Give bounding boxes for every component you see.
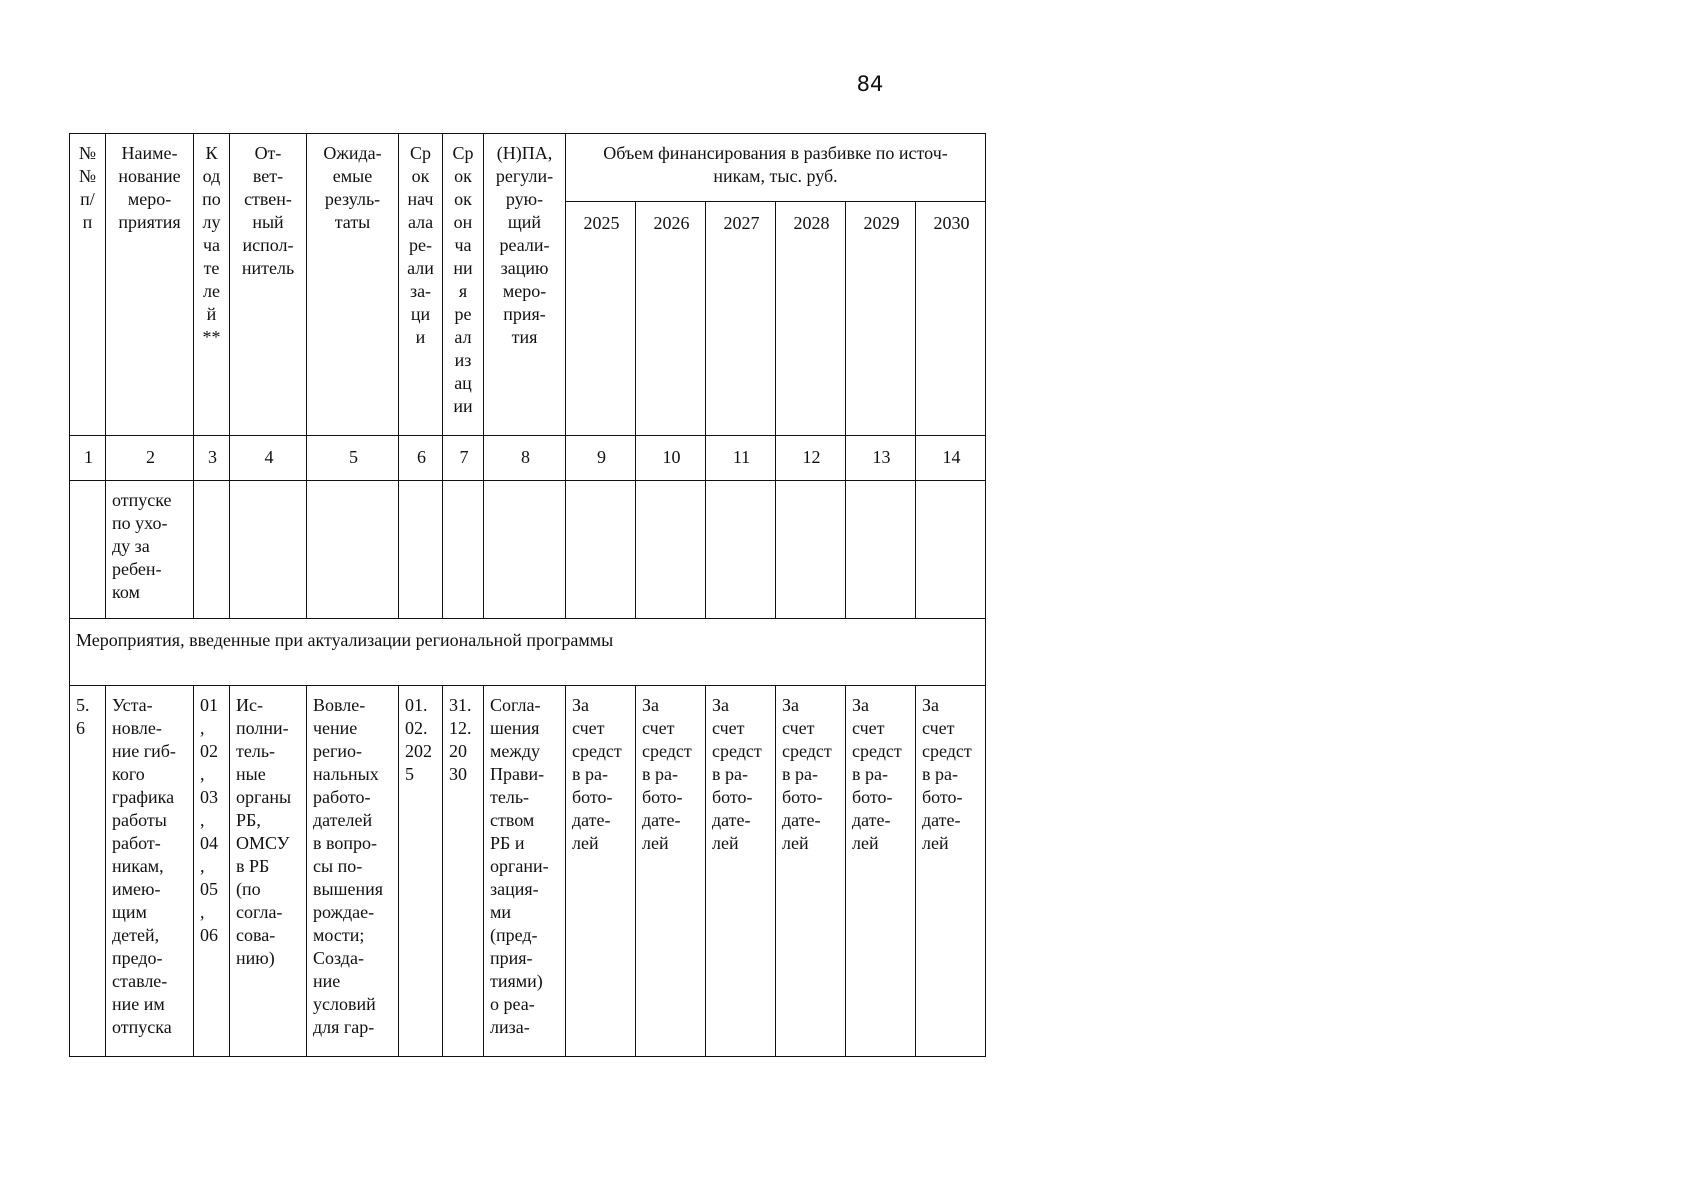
text-line: вет- (252, 166, 284, 186)
text-line: ала (407, 212, 434, 232)
text-line: ставле- (112, 971, 168, 991)
text-line: ии (453, 396, 473, 416)
text-line: по ухо- (112, 513, 168, 533)
header-cell-number (70, 134, 106, 436)
text-line: бото- (712, 787, 753, 807)
text-line: лей (782, 833, 809, 853)
text-line: ние (313, 971, 341, 991)
text-line: нование (118, 166, 181, 186)
header-cell-end-date (443, 134, 484, 436)
text-line: бото- (852, 787, 893, 807)
text-line: в ра- (782, 764, 818, 784)
text-line: К (205, 143, 218, 163)
column-number-cell: 11 (706, 436, 776, 481)
text-line: лей (642, 833, 669, 853)
text-line: я (458, 281, 468, 301)
text-line: в вопро- (313, 833, 378, 853)
row-legal-act-cell (484, 686, 566, 1057)
text-line: нию) (236, 948, 275, 968)
row-expected-results-cell (307, 686, 399, 1057)
text-line: За (712, 695, 730, 715)
table-cell (846, 481, 916, 619)
text-line: ду за (112, 536, 150, 556)
text-line: , (200, 718, 205, 738)
header-year-2025: 2025 (566, 202, 636, 436)
text-line: рождае- (313, 902, 375, 922)
text-line: зация- (490, 879, 539, 899)
text-line: за- (409, 281, 432, 301)
header-cell-executor (230, 134, 307, 436)
table-row (70, 686, 986, 1057)
program-table (69, 133, 986, 1057)
row-funding-2028-cell (776, 686, 846, 1057)
text-line: резуль- (324, 189, 381, 209)
table-cell (916, 481, 986, 619)
text-line: ребен- (112, 559, 162, 579)
text-line: Ср (452, 143, 474, 163)
text-line: щий (507, 212, 542, 232)
header-cell-start-date (399, 134, 443, 436)
text-line: из (454, 350, 472, 370)
text-line: зацию (500, 258, 549, 278)
header-year-2028: 2028 (776, 202, 846, 436)
text-line: ни (453, 258, 473, 278)
text-line: од (202, 166, 221, 186)
text-line: работы (112, 810, 167, 830)
row-funding-2030-cell (916, 686, 986, 1057)
text-line: между (490, 741, 540, 761)
text-line: ные (236, 764, 266, 784)
text-line: 06 (200, 925, 218, 945)
text-line: ством (490, 810, 535, 830)
text-line: шения (490, 718, 540, 738)
text-line: о реа- (490, 994, 535, 1014)
text-line: За (782, 695, 800, 715)
column-numbers-row (70, 436, 986, 481)
table-cell (443, 481, 484, 619)
text-line: № (78, 143, 97, 163)
text-line: От- (254, 143, 282, 163)
table-cell (484, 481, 566, 619)
text-line: рую- (505, 189, 544, 209)
row-number-cell (70, 686, 106, 1057)
text-line: тия (511, 327, 538, 347)
text-line: , (200, 810, 205, 830)
text-line: бото- (782, 787, 823, 807)
text-line: приятия (118, 212, 181, 232)
text-line: счет (642, 718, 675, 738)
text-line: дате- (852, 810, 891, 830)
text-line: полни- (236, 718, 289, 738)
text-line: За (642, 695, 660, 715)
text-line: меро- (502, 281, 547, 301)
text-line: (по (236, 879, 261, 899)
text-line: тель- (490, 787, 530, 807)
text-line: счет (852, 718, 885, 738)
table-cell (776, 481, 846, 619)
section-title: Мероприятия, введенные при актуализации региональной программы (70, 619, 986, 686)
text-line: 5. (76, 695, 90, 715)
column-number-cell: 14 (916, 436, 986, 481)
text-line: органы (236, 787, 292, 807)
text-line: ре- (409, 235, 432, 255)
text-line: ац (454, 373, 472, 393)
text-line: п (82, 212, 93, 232)
text-line: таты (334, 212, 371, 232)
text-line: никам, (112, 856, 164, 876)
text-line: ча (454, 235, 472, 255)
text-line: дате- (922, 810, 961, 830)
text-line: Согла- (490, 695, 541, 715)
text-line: нитель (241, 258, 295, 278)
text-line: 02 (200, 741, 218, 761)
text-line: ча (202, 235, 221, 255)
text-line: ле (203, 281, 220, 301)
text-line: прия- (503, 304, 546, 324)
column-number-cell: 4 (230, 436, 307, 481)
text-line: он (453, 212, 473, 232)
text-line: ком (112, 582, 140, 602)
text-line: графика (112, 787, 175, 807)
table-cell (566, 481, 636, 619)
text-line: мости; (313, 925, 365, 945)
text-line: За (852, 695, 870, 715)
text-line: 01 (200, 695, 218, 715)
text-line: ный (252, 212, 284, 232)
text-line: новле- (112, 718, 162, 738)
text-line: , (200, 856, 205, 876)
text-line: бото- (642, 787, 683, 807)
text-line: средст (782, 741, 832, 761)
text-line: в ра- (642, 764, 678, 784)
table-cell (307, 481, 399, 619)
row-start-date-cell (399, 686, 443, 1057)
table-cell (399, 481, 443, 619)
text-line: дате- (642, 810, 681, 830)
text-line: 5 (405, 764, 414, 784)
text-line: За (572, 695, 590, 715)
header-year-2029: 2029 (846, 202, 916, 436)
text-line: Прави- (490, 764, 545, 784)
text-line: меро- (127, 189, 172, 209)
text-line: и (415, 327, 426, 347)
row-funding-2029-cell (846, 686, 916, 1057)
text-line: 02. (405, 718, 428, 738)
text-line: лиза- (490, 1017, 530, 1037)
text-line: 6 (76, 718, 85, 738)
column-number-cell: 5 (307, 436, 399, 481)
text-line: нальных (313, 764, 379, 784)
text-line: средст (572, 741, 622, 761)
text-line: тель- (236, 741, 276, 761)
text-line: нач (407, 189, 434, 209)
text-line: 30 (449, 764, 467, 784)
table-cell (194, 481, 230, 619)
text-line: 03 (200, 787, 218, 807)
text-line: имею- (112, 879, 161, 899)
text-line: в ра- (712, 764, 748, 784)
text-line: Ис- (236, 695, 263, 715)
header-year-2027: 2027 (706, 202, 776, 436)
column-number-cell: 7 (443, 436, 484, 481)
row-funding-2025-cell (566, 686, 636, 1057)
row-funding-2026-cell (636, 686, 706, 1057)
continuation-row (70, 481, 986, 619)
column-number-cell: 6 (399, 436, 443, 481)
text-line: органи- (490, 856, 549, 876)
text-line: п/ (80, 189, 95, 209)
text-line: ствен- (244, 189, 292, 209)
text-line: Наиме- (121, 143, 178, 163)
text-line: дате- (782, 810, 821, 830)
header-cell-legal-act (484, 134, 566, 436)
header-year-2026: 2026 (636, 202, 706, 436)
row-recipient-code-cell (194, 686, 230, 1057)
text-line: 31. (449, 695, 472, 715)
text-line: чение (313, 718, 358, 738)
header-cell-name (106, 134, 194, 436)
text-line: отпуске (112, 490, 172, 510)
text-line: реали- (499, 235, 550, 255)
header-cell-financing (566, 134, 986, 202)
text-line: Созда- (313, 948, 364, 968)
text-line: ние им (112, 994, 165, 1014)
text-line: 202 (405, 741, 432, 761)
header-cell-recipient-code (194, 134, 230, 436)
text-line: для гар- (313, 1017, 375, 1037)
text-line: условий (313, 994, 376, 1014)
column-number-cell: 8 (484, 436, 566, 481)
text-line: счет (712, 718, 745, 738)
text-line: Ожида- (323, 143, 382, 163)
text-line: лей (852, 833, 879, 853)
column-number-cell: 2 (106, 436, 194, 481)
text-line: ми (490, 902, 512, 922)
text-line: средст (712, 741, 762, 761)
row-funding-2027-cell (706, 686, 776, 1057)
text-line: ние гиб- (112, 741, 176, 761)
text-line: отпуска (112, 1017, 172, 1037)
text-line: сы по- (313, 856, 363, 876)
text-line: детей, (112, 925, 160, 945)
row-executor-cell (230, 686, 307, 1057)
text-line: ал (454, 327, 472, 347)
column-number-cell: 12 (776, 436, 846, 481)
text-line: 12. (449, 718, 472, 738)
text-line: счет (572, 718, 605, 738)
text-line: в ра- (922, 764, 958, 784)
text-line: Объем финансирования в разбивке по источ- (603, 143, 948, 163)
text-line: емые (332, 166, 373, 186)
text-line: прия- (490, 948, 533, 968)
page-number: 84 (856, 72, 884, 96)
text-line: предо- (112, 948, 163, 968)
text-line: 20 (449, 741, 467, 761)
text-line: сова- (236, 925, 276, 945)
text-line: 04 (200, 833, 218, 853)
text-line: (Н)ПА, (496, 143, 553, 163)
table-cell (636, 481, 706, 619)
text-line: средст (642, 741, 692, 761)
text-line: За (922, 695, 940, 715)
text-line: ** (202, 327, 221, 347)
text-line: й (206, 304, 217, 324)
text-line: ок (454, 166, 472, 186)
column-number-cell: 1 (70, 436, 106, 481)
text-line: дате- (712, 810, 751, 830)
section-row (70, 619, 986, 686)
text-line: (пред- (490, 925, 538, 945)
row-end-date-cell (443, 686, 484, 1057)
text-line: счет (922, 718, 955, 738)
text-line: те (203, 258, 220, 278)
text-line: Вовле- (313, 695, 366, 715)
column-number-cell: 9 (566, 436, 636, 481)
text-line: 05 (200, 879, 218, 899)
text-line: никам, тыс. руб. (713, 166, 838, 186)
table-cell (230, 481, 307, 619)
text-line: регули- (495, 166, 554, 186)
text-line: вышения (313, 879, 383, 899)
text-line: лу (202, 212, 221, 232)
text-line: кого (112, 764, 145, 784)
text-line: Ср (409, 143, 431, 163)
text-line: али (407, 258, 434, 278)
text-line: ци (410, 304, 431, 324)
text-line: лей (922, 833, 949, 853)
text-line: ОМСУ (236, 833, 290, 853)
text-line: лей (712, 833, 739, 853)
text-line: ре (454, 304, 472, 324)
text-line: дателей (313, 810, 373, 830)
table-cell (70, 481, 106, 619)
continuation-name-cell (106, 481, 194, 619)
column-number-cell: 10 (636, 436, 706, 481)
text-line: № (78, 166, 97, 186)
header-cell-expected-results (307, 134, 399, 436)
text-line: в ра- (572, 764, 608, 784)
text-line: по (202, 189, 221, 209)
text-line: Уста- (112, 695, 153, 715)
table-cell (706, 481, 776, 619)
row-name-cell (106, 686, 194, 1057)
text-line: 01. (405, 695, 428, 715)
text-line: согла- (236, 902, 283, 922)
text-line: средст (922, 741, 972, 761)
text-line: , (200, 764, 205, 784)
text-line: дате- (572, 810, 611, 830)
text-line: регио- (313, 741, 362, 761)
text-line: работ- (112, 833, 161, 853)
text-line: бото- (572, 787, 613, 807)
text-line: в ра- (852, 764, 888, 784)
text-line: бото- (922, 787, 963, 807)
text-line: ок (411, 166, 430, 186)
text-line: испол- (242, 235, 294, 255)
header-year-2030: 2030 (916, 202, 986, 436)
text-line: ок (454, 189, 472, 209)
text-line: РБ и (490, 833, 525, 853)
column-number-cell: 13 (846, 436, 916, 481)
text-line: счет (782, 718, 815, 738)
text-line: тиями) (490, 971, 543, 991)
text-line: , (200, 902, 205, 922)
column-number-cell: 3 (194, 436, 230, 481)
text-line: щим (112, 902, 147, 922)
text-line: средст (852, 741, 902, 761)
text-line: работо- (313, 787, 371, 807)
text-line: в РБ (236, 856, 270, 876)
text-line: РБ, (236, 810, 261, 830)
text-line: лей (572, 833, 599, 853)
